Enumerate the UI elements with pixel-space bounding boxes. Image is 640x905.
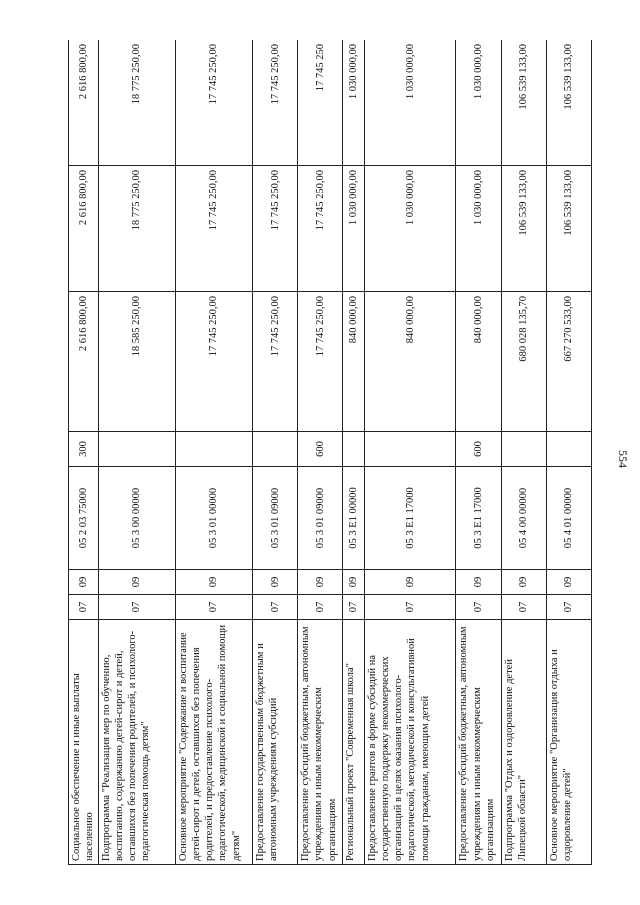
table-row <box>546 40 591 865</box>
table-row <box>501 40 546 865</box>
row-sum-year2: 1 030 000,00 <box>365 166 456 292</box>
row-sum-year2: 18 775 250,00 <box>99 166 176 292</box>
table-row <box>253 40 298 865</box>
row-vr <box>365 432 456 467</box>
row-vr: 600 <box>456 432 501 467</box>
row-csr: 05 3 01 00000 <box>176 467 253 570</box>
row-sum-year2: 17 745 250,00 <box>298 166 343 292</box>
row-csr: 05 4 01 00000 <box>546 467 591 570</box>
row-sum-year3: 106 539 133,00 <box>546 40 591 166</box>
row-razdel: 07 <box>298 595 343 620</box>
row-sum-year3: 18 775 250,00 <box>99 40 176 166</box>
row-name: Региональный проект "Современная школа" <box>343 620 365 865</box>
row-csr: 05 3 E1 00000 <box>343 467 365 570</box>
row-sum-year1: 680 028 135,70 <box>501 292 546 432</box>
row-razdel: 07 <box>501 595 546 620</box>
row-sum-year3: 1 030 000,00 <box>343 40 365 166</box>
row-vr <box>253 432 298 467</box>
table-row <box>298 40 343 865</box>
row-podrazdel: 09 <box>456 570 501 595</box>
row-vr <box>176 432 253 467</box>
row-vr: 600 <box>298 432 343 467</box>
row-sum-year1: 840 000,00 <box>343 292 365 432</box>
table-row <box>69 40 99 865</box>
row-vr: 300 <box>69 432 99 467</box>
row-sum-year2: 2 616 800,00 <box>69 166 99 292</box>
row-sum-year1: 840 000,00 <box>365 292 456 432</box>
row-razdel: 07 <box>176 595 253 620</box>
row-name: Основное мероприятие "Содержание и воспитание детей-сирот и детей, оставшихся без попечения родителей, и предоставление психолого-педагогической, медицинской и социальной помощи детям" <box>176 620 253 865</box>
row-sum-year2: 1 030 000,00 <box>456 166 501 292</box>
row-name: Предоставление субсидий бюджетным, автономным учреждениям и иным некоммерческим организациям <box>456 620 501 865</box>
row-podrazdel: 09 <box>365 570 456 595</box>
page-number-text: 554 <box>616 450 630 468</box>
row-vr <box>343 432 365 467</box>
row-name: Предоставление государственным бюджетным и автономным учреждениям субсидий <box>253 620 298 865</box>
table-body <box>69 40 592 865</box>
table-row <box>99 40 176 865</box>
row-sum-year1: 17 745 250,00 <box>176 292 253 432</box>
table-row <box>176 40 253 865</box>
row-name: Подпрограмма "Реализация мер по обучению, воспитанию, содержанию детей-сирот и детей, оставшихся без попечения родителей, и психолого-педагогическая помощь детям" <box>99 620 176 865</box>
row-csr: 05 3 01 09000 <box>253 467 298 570</box>
row-sum-year3: 1 030 000,00 <box>456 40 501 166</box>
row-vr <box>99 432 176 467</box>
row-razdel: 07 <box>343 595 365 620</box>
row-csr: 05 3 00 00000 <box>99 467 176 570</box>
table-row <box>365 40 456 865</box>
row-sum-year2: 1 030 000,00 <box>343 166 365 292</box>
row-vr <box>501 432 546 467</box>
row-name: Подпрограмма "Отдых и оздоровление детей Липецкой области" <box>501 620 546 865</box>
row-sum-year2: 17 745 250,00 <box>176 166 253 292</box>
row-sum-year1: 18 585 250,00 <box>99 292 176 432</box>
row-sum-year1: 667 270 533,00 <box>546 292 591 432</box>
row-name: Предоставление субсидий бюджетным, автономным учреждениям и иным некоммерческим организациям <box>298 620 343 865</box>
row-sum-year2: 17 745 250,00 <box>253 166 298 292</box>
row-name: Основное мероприятие "Организация отдыха и оздоровление детей" <box>546 620 591 865</box>
table-row <box>456 40 501 865</box>
budget-table-container <box>68 40 592 865</box>
row-sum-year1: 2 616 800,00 <box>69 292 99 432</box>
row-sum-year1: 840 000,00 <box>456 292 501 432</box>
row-sum-year3: 106 539 133,00 <box>501 40 546 166</box>
row-razdel: 07 <box>253 595 298 620</box>
row-sum-year3: 17 745 250,00 <box>176 40 253 166</box>
row-vr <box>546 432 591 467</box>
row-razdel: 07 <box>546 595 591 620</box>
row-csr: 05 2 03 75000 <box>69 467 99 570</box>
row-name: Социальное обеспечение и иные выплаты населению <box>69 620 99 865</box>
row-razdel: 07 <box>69 595 99 620</box>
row-podrazdel: 09 <box>501 570 546 595</box>
row-sum-year3: 17 745 250 <box>298 40 343 166</box>
row-podrazdel: 09 <box>253 570 298 595</box>
row-podrazdel: 09 <box>546 570 591 595</box>
row-csr: 05 3 E1 17000 <box>456 467 501 570</box>
row-sum-year3: 2 616 800,00 <box>69 40 99 166</box>
row-csr: 05 3 E1 17000 <box>365 467 456 570</box>
row-podrazdel: 09 <box>176 570 253 595</box>
row-podrazdel: 09 <box>69 570 99 595</box>
table-row <box>343 40 365 865</box>
row-razdel: 07 <box>99 595 176 620</box>
budget-table <box>68 40 592 865</box>
row-podrazdel: 09 <box>343 570 365 595</box>
row-sum-year2: 106 539 133,00 <box>501 166 546 292</box>
row-csr: 05 3 01 09000 <box>298 467 343 570</box>
row-name: Предоставление грантов в форме субсидий на государственную поддержку некоммерческих организаций в целях оказания психолого-педагогической, методической и консультативной помощи гражданам, имеющим детей <box>365 620 456 865</box>
row-sum-year1: 17 745 250,00 <box>298 292 343 432</box>
row-podrazdel: 09 <box>99 570 176 595</box>
row-razdel: 07 <box>456 595 501 620</box>
row-sum-year3: 17 745 250,00 <box>253 40 298 166</box>
row-razdel: 07 <box>365 595 456 620</box>
row-sum-year1: 17 745 250,00 <box>253 292 298 432</box>
row-csr: 05 4 00 00000 <box>501 467 546 570</box>
row-sum-year3: 1 030 000,00 <box>365 40 456 166</box>
row-sum-year2: 106 539 133,00 <box>546 166 591 292</box>
row-podrazdel: 09 <box>298 570 343 595</box>
